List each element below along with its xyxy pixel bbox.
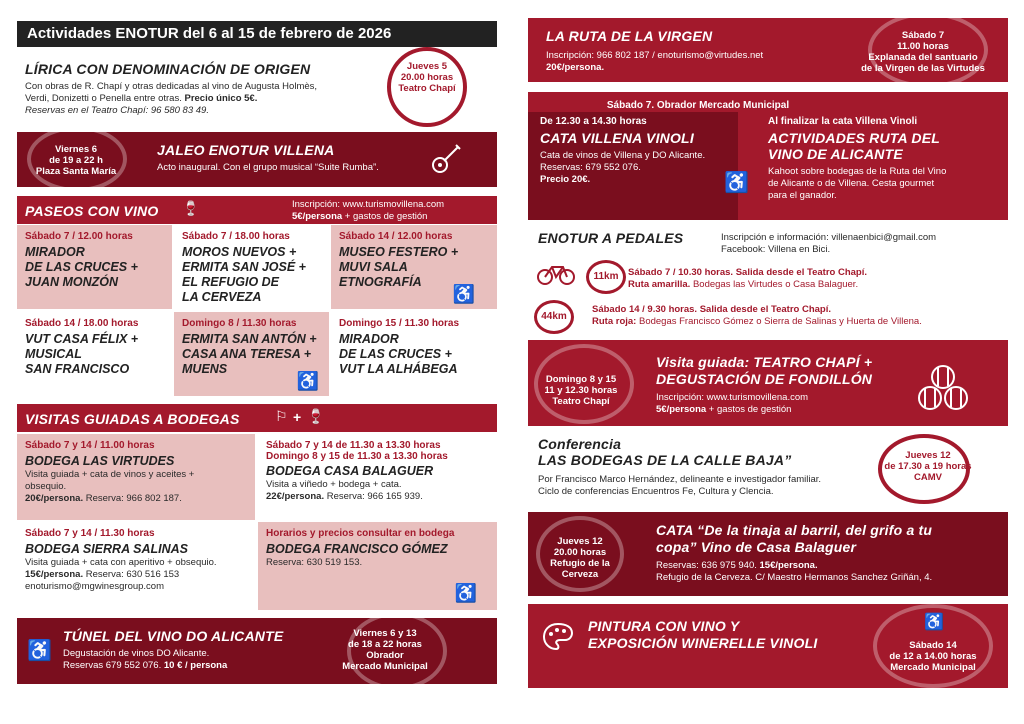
pedales-title: ENOTUR A PEDALES — [538, 230, 684, 246]
paseo-line: MUVI SALA — [339, 260, 408, 274]
km-label: 11km — [593, 271, 619, 282]
bodega-price: 20€/persona. — [25, 493, 84, 504]
bodega-cell-4 — [258, 522, 497, 610]
ruta-section — [528, 18, 1008, 82]
paseo-line: MIRADOR — [25, 245, 85, 259]
bodegas-header — [17, 404, 497, 432]
tunel-date: Viernes 6 y 13 — [353, 628, 417, 639]
obrador-text: Kahoot sobre bodegas de la Ruta del Vino — [768, 166, 947, 177]
flag-glass-icon: ⚐ — [275, 408, 288, 424]
paseo-line: EL REFUGIO DE — [182, 275, 280, 289]
conf-section — [528, 430, 1008, 506]
obrador-title2: VINO DE ALICANTE — [768, 146, 903, 162]
ruta-place: de la Virgen de las Virtudes — [861, 63, 985, 74]
lirica-price: Precio único 5€. — [184, 93, 258, 104]
obrador-desc: Cata de vinos de Villena y DO Alicante. — [540, 150, 706, 161]
cata-section — [528, 512, 1008, 596]
cata-place: Refugio de la — [550, 558, 610, 569]
obrador-after: Al finalizar la cata Villena Vinoli — [768, 116, 918, 127]
bodega-desc: Visita guiada + cata de vinos y aceites + — [25, 469, 195, 480]
paseo-time: Sábado 7 / 12.00 horas — [25, 231, 133, 242]
tunel-title: TÚNEL DEL VINO DO ALICANTE — [63, 628, 284, 644]
tunel-desc: Degustación de vinos DO Alicante. — [63, 648, 210, 659]
paseo-cell-2 — [174, 225, 329, 309]
lirica-section — [17, 55, 497, 125]
lirica-date: Jueves 5 — [406, 61, 448, 72]
lirica-line1: Con obras de R. Chapí y otras dedicadas al vino de Augusta Holmès, — [25, 81, 318, 92]
chapi-extra: + gastos de gestión — [706, 404, 792, 415]
tunel-place: Mercado Municipal — [342, 661, 428, 672]
obrador-time: De 12.30 a 14.30 horas — [540, 116, 647, 127]
lirica-title: LÍRICA CON DENOMINACIÓN DE ORIGEN — [25, 61, 311, 77]
obrador-title2: ACTIVIDADES RUTA DEL — [768, 130, 940, 146]
bodega-desc: obsequio. — [25, 481, 67, 492]
paseo-time: Sábado 14 / 12.00 horas — [339, 231, 453, 242]
bodega-desc: Visita a viñedo + bodega + cata. — [266, 479, 402, 490]
pedales-route-name: Ruta amarilla. — [628, 279, 691, 290]
lirica-place: Teatro Chapí — [398, 83, 456, 94]
bodega-desc: Visita guiada + cata con aperitivo + obsequio. — [25, 557, 217, 568]
paseo-time: Domingo 15 / 11.30 horas — [339, 318, 460, 329]
paseo-line: MOROS NUEVOS + — [182, 245, 297, 259]
palette-icon — [542, 622, 574, 652]
paseo-cell-4 — [17, 312, 172, 396]
bodega-time: Sábado 7 y 14 de 11.30 a 13.30 horas — [266, 440, 441, 451]
tunel-time: de 18 a 22 horas — [348, 639, 422, 650]
paseo-line: MIRADOR — [339, 332, 399, 346]
paseo-line: VUT CASA FÉLIX + — [25, 332, 139, 346]
jaleo-text: Acto inaugural. Con el grupo musical “Suite Rumba”. — [157, 162, 379, 173]
cata-title: copa” Vino de Casa Balaguer — [656, 539, 857, 555]
ruta-insc: Inscripción: 966 802 187 / enoturismo@virtudes.net — [546, 50, 764, 61]
wheelchair-icon: ♿ — [924, 614, 944, 631]
bodega-time: Horarios y precios consultar en bodega — [266, 528, 455, 539]
paseo-time: Sábado 14 / 18.00 horas — [25, 318, 139, 329]
paseos-header — [17, 196, 497, 224]
header-bar: Actividades ENOTUR del 6 al 15 de febrero de 2026 — [17, 21, 497, 47]
chapi-time: 11 y 12.30 horas — [544, 385, 618, 396]
bodega-cell-3 — [17, 522, 255, 610]
paseo-time: Domingo 8 / 11.30 horas — [182, 318, 297, 329]
bodega-time: Sábado 7 y 14 / 11.30 horas — [25, 528, 155, 539]
conf-desc: Ciclo de conferencias Encuentros Fe, Cultura y Clencia. — [538, 486, 774, 497]
bodega-reserve: Reserva: 966 802 187. — [83, 493, 182, 504]
conf-title: Conferencia — [538, 436, 622, 452]
paseo-line: CASA ANA TERESA + — [182, 347, 312, 361]
wine-glass-icon: 🍷 — [307, 408, 325, 424]
pedales-route-name: Ruta roja: — [592, 316, 637, 327]
ruta-date: Sábado 7 — [901, 30, 945, 41]
bodega-time: Domingo 8 y 15 de 11.30 a 13.30 horas — [266, 451, 448, 462]
bodega-cell-2 — [258, 434, 497, 520]
wheelchair-icon: ♿ — [27, 640, 52, 662]
paseo-cell-6 — [331, 312, 497, 396]
paseo-line: SAN FRANCISCO — [25, 362, 130, 376]
bodega-email: enoturismo@mgwinesgroup.com — [25, 581, 165, 592]
obrador-section — [528, 92, 1008, 220]
paseos-price: 5€/persona — [292, 211, 343, 222]
tunel-place: Obrador — [366, 650, 404, 661]
plus-sign: + — [293, 409, 302, 425]
paseo-line: ERMITA SAN JOSÉ + — [182, 260, 306, 274]
paseo-line: DE LAS CRUCES + — [25, 260, 138, 274]
conf-date: Jueves 12 — [905, 450, 951, 461]
pedales-route: Sábado 7 / 10.30 horas. Salida desde el Teatro Chapí. — [628, 267, 867, 278]
bodega-cell-1 — [17, 434, 255, 520]
pintura-section — [528, 604, 1008, 688]
wheelchair-icon: ♿ — [296, 371, 319, 391]
chapi-place: Teatro Chapí — [552, 396, 610, 407]
wheelchair-icon: ♿ — [724, 172, 749, 194]
bodegas-title: VISITAS GUIADAS A BODEGAS — [25, 411, 240, 427]
pintura-time: de 12 a 14.00 horas — [889, 651, 977, 662]
obrador-head: Sábado 7. Obrador Mercado Municipal — [606, 100, 790, 111]
obrador-text: de Alicante o de Villena. Cesta gourmet — [768, 178, 935, 189]
obrador-title: CATA VILLENA VINOLI — [540, 130, 694, 146]
chapi-price: 5€/persona — [656, 404, 707, 415]
paseo-line: VUT LA ALHÁBEGA — [339, 362, 458, 376]
chapi-title: DEGUSTACIÓN DE FONDILLÓN — [656, 371, 873, 387]
pintura-date: Sábado 14 — [909, 640, 957, 651]
jaleo-section — [17, 132, 497, 187]
paseo-line: MUSICAL — [25, 347, 82, 361]
tunel-reserve: Reservas 679 552 076. — [63, 660, 162, 671]
pintura-title: PINTURA CON VINO Y — [588, 618, 740, 634]
bodega-price: 15€/persona. — [25, 569, 84, 580]
tunel-section — [17, 618, 497, 684]
obrador-text: para el ganador. — [768, 190, 837, 201]
pedales-info: Facebook: Villena en Bici. — [721, 244, 831, 255]
jaleo-date: Viernes 6 — [54, 144, 98, 155]
paseo-line: ERMITA SAN ANTÓN + — [182, 332, 317, 346]
chapi-insc: Inscripción: www.turismovillena.com — [656, 392, 809, 403]
cata-reserve: Reservas: 636 975 940. — [656, 560, 760, 571]
wheelchair-icon: ♿ — [454, 583, 477, 603]
ruta-place: Explanada del santuario — [868, 52, 978, 63]
guitar-icon — [429, 142, 463, 176]
obrador-reserve: Reservas: 679 552 076. — [540, 162, 641, 173]
cata-price: 15€/persona. — [759, 560, 818, 571]
pedales-section — [528, 224, 1008, 332]
wheelchair-icon: ♿ — [452, 284, 475, 304]
conf-place: CAMV — [914, 472, 942, 483]
km-label: 44km — [541, 311, 567, 322]
cata-address: Refugio de la Cerveza. C/ Maestro Hermanos Sanchez Griñán, 4. — [656, 572, 933, 583]
paseo-line: LA CERVEZA — [182, 290, 262, 304]
chapi-section — [528, 340, 1008, 426]
paseo-line: JUAN MONZÓN — [25, 275, 119, 289]
barrels-icon — [916, 364, 970, 412]
paseo-line: MUENS — [182, 362, 228, 376]
cata-time: 20.00 horas — [553, 547, 607, 558]
lirica-time: 20.00 horas — [400, 72, 454, 83]
glasses-icon: 🍷 — [182, 200, 203, 216]
bodega-price: 22€/persona. — [266, 491, 325, 502]
paseo-line: DE LAS CRUCES + — [339, 347, 452, 361]
pedales-route-desc: Bodegas las Virtudes o Casa Balaguer. — [690, 279, 859, 290]
conf-time: de 17.30 a 19 horas — [884, 461, 972, 472]
pedales-route-desc: Bodegas Francisco Gómez o Sierra de Salinas y Huerta de Villena. — [636, 316, 922, 327]
chapi-title: Visita guiada: TEATRO CHAPÍ + — [656, 354, 873, 370]
paseo-cell-1 — [17, 225, 172, 309]
bicycle-icon — [536, 262, 576, 286]
paseos-title: PASEOS CON VINO — [25, 203, 159, 219]
bodega-reserve: Reserva: 630 516 153 — [83, 569, 180, 580]
bodega-name: BODEGA FRANCISCO GÓMEZ — [266, 542, 448, 556]
bodega-name: BODEGA SIERRA SALINAS — [25, 542, 188, 556]
bodega-name: BODEGA LAS VIRTUDES — [25, 454, 175, 468]
lirica-reserve: Reservas en el Teatro Chapí: 96 580 83 49. — [25, 105, 209, 116]
paseo-line: MUSEO FESTERO + — [339, 245, 459, 259]
pintura-place: Mercado Municipal — [890, 662, 976, 673]
obrador-price: Precio 20€. — [540, 174, 591, 185]
cata-date: Jueves 12 — [557, 536, 603, 547]
paseo-cell-3 — [331, 225, 497, 309]
paseo-time: Sábado 7 / 18.00 horas — [182, 231, 290, 242]
cata-title: CATA “De la tinaja al barril, del grifo a tu — [656, 522, 933, 538]
paseos-insc: Inscripción: www.turismovillena.com — [292, 199, 445, 210]
pedales-info: Inscripción e información: villenaenbici@gmail.com — [721, 232, 937, 243]
paseo-cell-5 — [174, 312, 329, 396]
bodega-reserve: Reserva: 630 519 153. — [266, 557, 363, 568]
bodega-time: Sábado 7 y 14 / 11.00 horas — [25, 440, 155, 451]
bodega-name: BODEGA CASA BALAGUER — [266, 464, 434, 478]
conf-title: LAS BODEGAS DE LA CALLE BAJA” — [538, 452, 792, 468]
jaleo-title: JALEO ENOTUR VILLENA — [157, 142, 335, 158]
jaleo-place: Plaza Santa María — [35, 166, 117, 177]
lirica-line2: Verdi, Donizetti o Penella entre otras. — [25, 93, 182, 104]
chapi-date: Domingo 8 y 15 — [545, 374, 617, 385]
bodega-reserve: Reserva: 966 165 939. — [324, 491, 423, 502]
paseos-extra: + gastos de gestión — [342, 211, 428, 222]
pedales-route: Sábado 14 / 9.30 horas. Salida desde el Teatro Chapí. — [592, 304, 831, 315]
tunel-price: 10 € / persona — [163, 660, 228, 671]
jaleo-time: de 19 a 22 h — [49, 155, 103, 166]
paseo-line: ETNOGRAFÍA — [339, 275, 422, 289]
conf-desc: Por Francisco Marco Hernández, delineante e investigador familiar. — [538, 474, 822, 485]
ruta-price: 20€/persona. — [546, 62, 605, 73]
cata-place: Cerveza — [561, 569, 599, 580]
ruta-time: 11.00 horas — [897, 41, 949, 52]
pintura-title: EXPOSICIÓN WINERELLE VINOLI — [588, 635, 818, 651]
ruta-title: LA RUTA DE LA VIRGEN — [546, 28, 713, 44]
